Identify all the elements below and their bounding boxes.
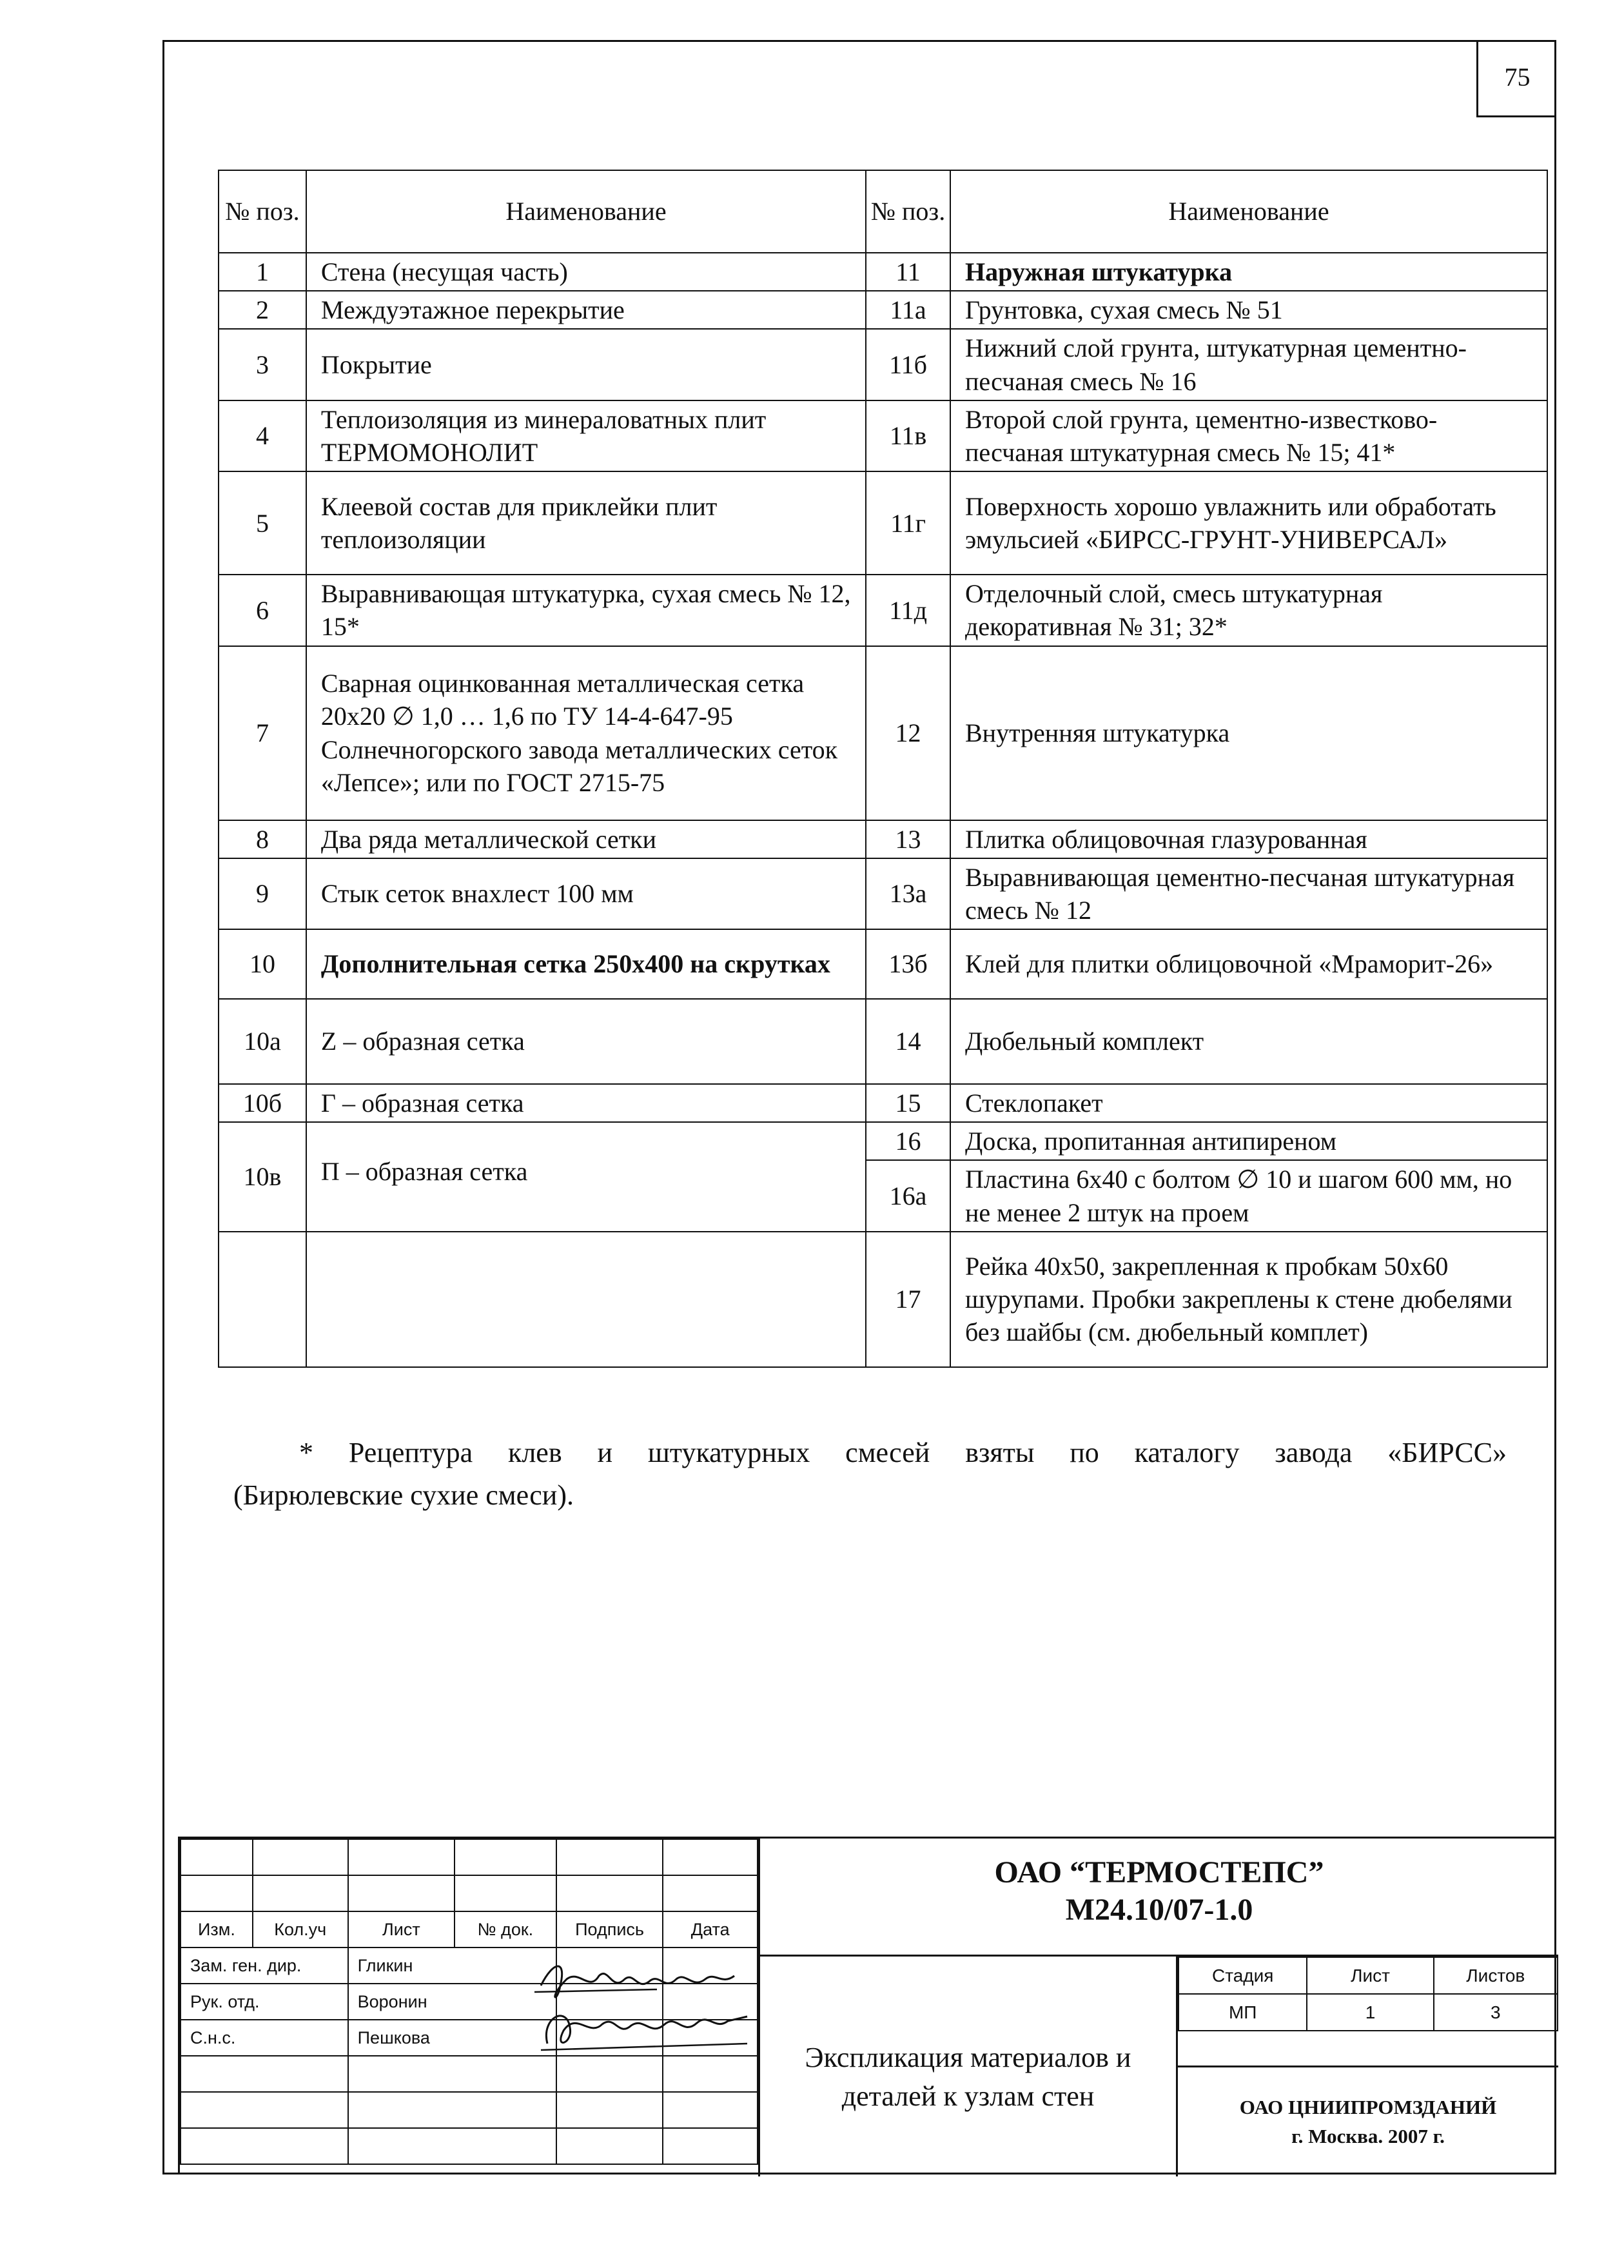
table-row	[219, 1084, 1547, 1122]
row-name: Z – образная сетка	[306, 999, 866, 1084]
table-row	[219, 329, 1547, 400]
row-pos: 10	[219, 929, 306, 999]
footnote	[233, 1432, 1507, 1517]
sheet-header: Лист	[1307, 1957, 1433, 1994]
revision-header	[181, 1911, 758, 1948]
row-name: Теплоизоляция из минераловатных плит ТЕРМОМОНОЛИТ	[306, 400, 866, 471]
row-pos: 11	[866, 253, 950, 291]
row-pos: 1	[219, 253, 306, 291]
row-name: Поверхность хорошо увлажнить или обработать эмульсией «БИРСС-ГРУНТ-УНИВЕРСАЛ»	[950, 471, 1547, 575]
row-name: Выравнивающая штукатурка, сухая смесь № 12, 15*	[306, 575, 866, 646]
stage-value: МП	[1179, 1994, 1307, 2031]
table-row	[219, 858, 1547, 929]
row-pos: 10а	[219, 999, 306, 1084]
row-name: Стена (несущая часть)	[306, 253, 866, 291]
signer-role: Рук. отд.	[181, 1984, 348, 2020]
row-name: Покрытие	[306, 329, 866, 400]
row-pos: 16а	[866, 1160, 950, 1231]
row-name: Наружная штукатурка	[950, 253, 1547, 291]
row-name: Пластина 6х40 с болтом ∅ 10 и шагом 600 мм, но не менее 2 штук на проем	[950, 1160, 1547, 1231]
signer-role: С.н.с.	[181, 2020, 348, 2056]
header-cell: Лист	[348, 1911, 455, 1948]
row-name: П – образная сетка	[306, 1122, 866, 1232]
row-name: Нижний слой грунта, штукатурная цементно-песчаная смесь № 16	[950, 329, 1547, 400]
row-pos: 13а	[866, 858, 950, 929]
row-pos: 9	[219, 858, 306, 929]
institute-name: ОАО ЦНИИПРОМЗДАНИЙ	[1239, 2095, 1497, 2118]
table-row	[219, 471, 1547, 575]
row-name: Два ряда металлической сетки	[306, 820, 866, 858]
row-name: Второй слой грунта, цементно-известково-песчаная штукатурная смесь № 15; 41*	[950, 400, 1547, 471]
signer-name: Гликин	[348, 1948, 556, 1984]
table-row	[219, 929, 1547, 999]
signer-name: Пешкова	[348, 2020, 556, 2056]
header-name-right: Наименование	[950, 170, 1547, 253]
table-row	[219, 1122, 1547, 1160]
organization-header	[760, 1854, 1558, 1928]
row-pos: 11г	[866, 471, 950, 575]
row-name: Доска, пропитанная антипиреном	[950, 1122, 1547, 1160]
row-pos: 16	[866, 1122, 950, 1160]
stage-table	[1178, 1957, 1558, 2031]
table-row	[219, 1232, 1547, 1367]
row-pos: 11д	[866, 575, 950, 646]
header-pos-left: № поз.	[219, 170, 306, 253]
organization-name: ОАО “ТЕРМОСТЕПС”	[994, 1855, 1324, 1889]
footnote-line: (Бирюлевские сухие смеси).	[233, 1479, 574, 1511]
row-name: Сварная оцинкованная металлическая сетка 20х20 ∅ 1,0 … 1,6 по ТУ 14-4-647-95 Солнечногорского завода металлических сеток «Лепсе»; или по ГОСТ 2715-75	[306, 646, 866, 820]
sheet-value: 1	[1307, 1994, 1433, 2031]
row-pos: 8	[219, 820, 306, 858]
row-name: Клеевой состав для приклейки плит теплоизоляции	[306, 471, 866, 575]
handwritten-signatures	[528, 1947, 754, 2063]
sheets-value: 3	[1434, 1994, 1558, 2031]
row-pos: 11б	[866, 329, 950, 400]
header-cell: Изм.	[181, 1911, 253, 1948]
row-pos: 5	[219, 471, 306, 575]
document-title: Экспликация материалов и деталей к узлам стен	[805, 2042, 1131, 2112]
row-name: Грунтовка, сухая смесь № 51	[950, 291, 1547, 329]
header-pos-right: № поз.	[866, 170, 950, 253]
row-pos: 13б	[866, 929, 950, 999]
institute-block	[1178, 2067, 1558, 2176]
row-pos: 11а	[866, 291, 950, 329]
row-name: Междуэтажное перекрытие	[306, 291, 866, 329]
row-name: Г – образная сетка	[306, 1084, 866, 1122]
page-number: 75	[1476, 40, 1556, 117]
footnote-line: * Рецептура клев и штукатурных смесей взяты по каталогу завода «БИРСС»	[299, 1437, 1507, 1468]
header-cell: Дата	[663, 1911, 758, 1948]
signer-role: Зам. ген. дир.	[181, 1948, 348, 1984]
row-pos: 6	[219, 575, 306, 646]
row-pos: 15	[866, 1084, 950, 1122]
row-name: Клей для плитки облицовочной «Мраморит-26»	[950, 929, 1547, 999]
row-pos: 7	[219, 646, 306, 820]
row-name: Рейка 40х50, закрепленная к пробкам 50х60 шурупами. Пробки закреплены к стене дюбелями без шайбы (см. дюбельный комплет)	[950, 1232, 1547, 1367]
sheets-header: Листов	[1434, 1957, 1558, 1994]
row-pos: 10в	[219, 1122, 306, 1232]
row-pos	[219, 1232, 306, 1367]
table-row	[219, 253, 1547, 291]
row-name: Плитка облицовочная глазурованная	[950, 820, 1547, 858]
row-name: Стык сеток внахлест 100 мм	[306, 858, 866, 929]
row-name: Отделочный слой, смесь штукатурная декоративная № 31; 32*	[950, 575, 1547, 646]
table-row	[219, 291, 1547, 329]
row-pos: 3	[219, 329, 306, 400]
row-name: Внутренняя штукатурка	[950, 646, 1547, 820]
table-row	[219, 999, 1547, 1084]
row-pos: 2	[219, 291, 306, 329]
header-cell: Подпись	[556, 1911, 663, 1948]
header-cell: Кол.уч	[253, 1911, 348, 1948]
table-row	[219, 820, 1547, 858]
document-code: М24.10/07-1.0	[1065, 1892, 1253, 1927]
materials-table	[218, 170, 1548, 1368]
row-name: Дополнительная сетка 250х400 на скрутках	[306, 929, 866, 999]
row-name: Дюбельный комплект	[950, 999, 1547, 1084]
signer-name: Воронин	[348, 1984, 556, 2020]
row-name: Стеклопакет	[950, 1084, 1547, 1122]
table-row	[219, 400, 1547, 471]
header-name-left: Наименование	[306, 170, 866, 253]
stage-header: Стадия	[1179, 1957, 1307, 1994]
row-pos: 10б	[219, 1084, 306, 1122]
row-name	[306, 1232, 866, 1367]
table-header	[219, 170, 1547, 253]
row-pos: 11в	[866, 400, 950, 471]
row-pos: 4	[219, 400, 306, 471]
row-name: Выравнивающая цементно-песчаная штукатурная смесь № 12	[950, 858, 1547, 929]
row-pos: 13	[866, 820, 950, 858]
row-pos: 14	[866, 999, 950, 1084]
institute-city-year: г. Москва. 2007 г.	[1291, 2124, 1445, 2147]
header-cell: № док.	[455, 1911, 556, 1948]
row-pos: 12	[866, 646, 950, 820]
table-row	[219, 646, 1547, 820]
table-row	[219, 575, 1547, 646]
row-pos: 17	[866, 1232, 950, 1367]
title-block	[178, 1837, 1556, 2174]
